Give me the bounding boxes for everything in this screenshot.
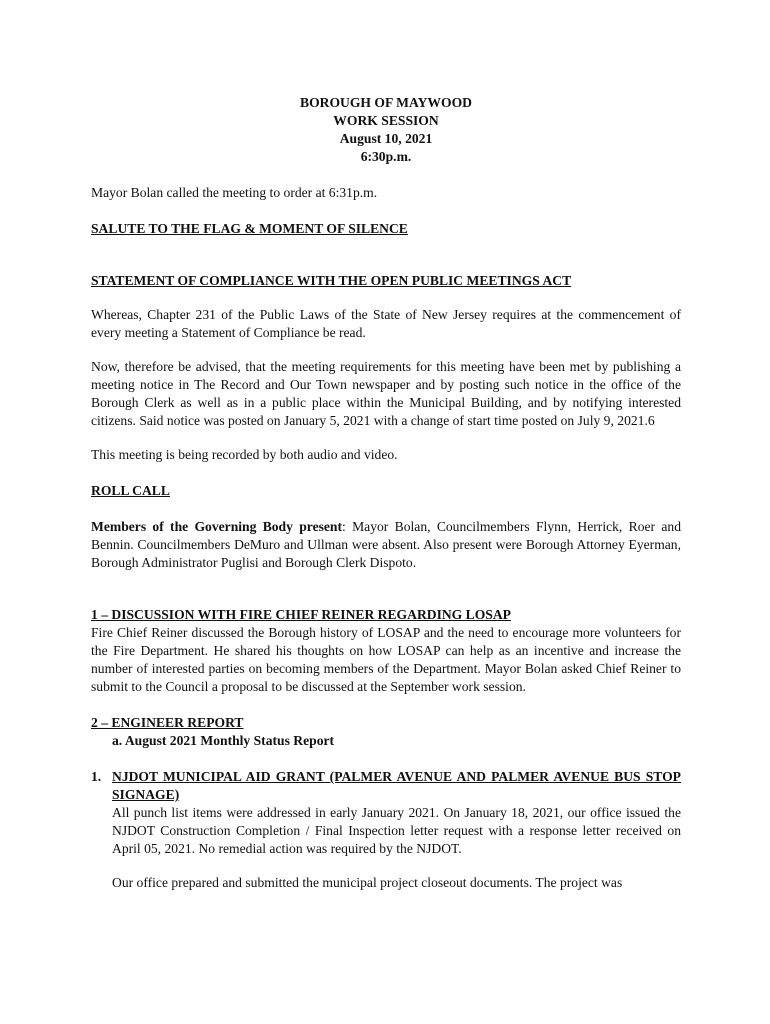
meeting-date: August 10, 2021 <box>339 131 433 146</box>
document-header <box>91 94 681 166</box>
salute-heading: SALUTE TO THE FLAG & MOMENT OF SILENCE <box>91 221 408 236</box>
item-2-heading: 2 – ENGINEER REPORT <box>91 715 244 730</box>
njdot-item-number: 1. <box>91 769 102 784</box>
njdot-item <box>91 768 681 892</box>
compliance-paragraph-2: Now, therefore be advised, that the meeting requirements for this meeting have been met by publishing a meeting notice in The Record and Our Town newspaper and by posting such notice in the office of the Borough Clerk as well as in a public place within the Municipal Building, and by notifying interested citizens. Said notice was posted on January 5, 2021 with a change of start time posted on July 9, 2021.6 <box>91 359 681 428</box>
recording-notice: This meeting is being recorded by both audio and video. <box>91 447 398 462</box>
roll-call-paragraph <box>91 518 681 572</box>
item-1-heading: 1 – DISCUSSION WITH FIRE CHIEF REINER REGARDING LOSAP <box>91 607 511 622</box>
roll-call-label: Members of the Governing Body present <box>91 519 343 534</box>
item-1-text: Fire Chief Reiner discussed the Borough history of LOSAP and the need to encourage more volunteers for the Fire Department. He shared his thoughts on how LOSAP can help as an incentive and increase the number of interested parties on becoming members of the Department. Mayor Bolan asked Chief Reiner to submit to the Council a proposal to be discussed at the September work session. <box>91 625 681 694</box>
meeting-time: 6:30p.m. <box>360 149 412 164</box>
roll-call-heading: ROLL CALL <box>91 483 170 498</box>
njdot-heading: NJDOT MUNICIPAL AID GRANT (PALMER AVENUE AND PALMER AVENUE BUS STOP SIGNAGE) <box>112 769 681 802</box>
compliance-heading: STATEMENT OF COMPLIANCE WITH THE OPEN PUBLIC MEETINGS ACT <box>91 273 572 288</box>
njdot-item-body <box>112 768 681 892</box>
session-title: WORK SESSION <box>333 113 439 128</box>
borough-title: BOROUGH OF MAYWOOD <box>300 95 472 110</box>
roll-call-text: : Mayor Bolan, Councilmembers Flynn, Herrick, Roer and Bennin. Councilmembers DeMuro and Ullman were absent. Also present were Borough Attorney Eyerman, Borough Administrator Puglisi and Borough Clerk Dispoto. <box>91 519 681 570</box>
call-to-order-text: Mayor Bolan called the meeting to order at 6:31p.m. <box>91 185 378 200</box>
compliance-paragraph-1: Whereas, Chapter 231 of the Public Laws of the State of New Jersey requires at the commencement of every meeting a Statement of Compliance be read. <box>91 307 681 340</box>
item-2-subitem-a: a. August 2021 Monthly Status Report <box>112 733 335 748</box>
document-page <box>91 94 681 892</box>
njdot-paragraph-2: Our office prepared and submitted the municipal project closeout documents. The project was <box>112 875 623 890</box>
njdot-paragraph-1: All punch list items were addressed in early January 2021. On January 18, 2021, our office issued the NJDOT Construction Completion / Final Inspection letter request with a response letter received on April 05, 2021. No remedial action was required by the NJDOT. <box>112 805 681 856</box>
